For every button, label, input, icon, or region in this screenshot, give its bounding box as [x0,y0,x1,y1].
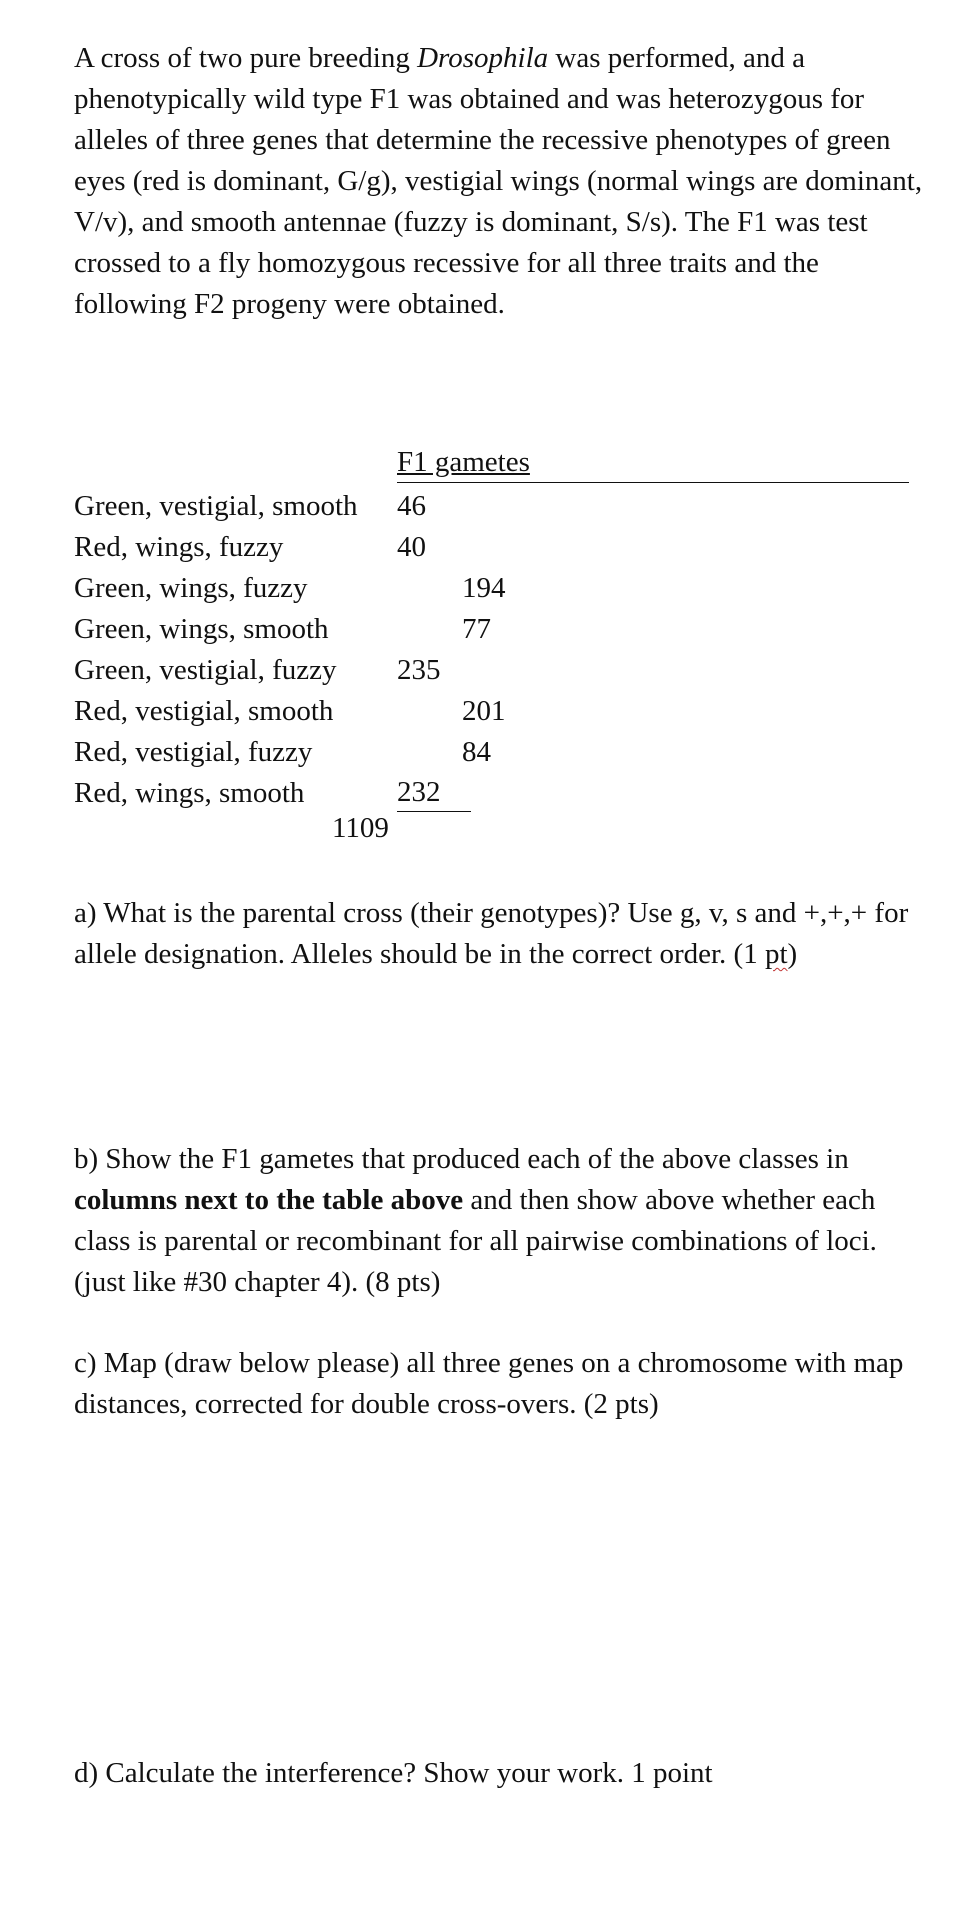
question-a [74,893,924,975]
row-count: 235 [397,654,441,686]
f1-gametes-header-label: F1 gametes [397,446,530,478]
question-b-text-1: b) Show the F1 gametes that produced each of the above classes in [74,1143,849,1175]
row-label: Red, wings, smooth [74,777,305,809]
question-b-bold: columns next to the table above [74,1184,464,1216]
row-count: 194 [462,572,506,604]
row-count: 201 [462,695,506,727]
row-label: Green, vestigial, smooth [74,490,358,522]
row-label: Red, vestigial, smooth [74,695,334,727]
row-label: Green, wings, smooth [74,613,329,645]
question-a-text: a) What is the parental cross (their genotypes)? Use g, v, s and +,+,+ for allele designation. Alleles should be in the correct order. (1 [74,897,909,970]
question-c: c) Map (draw below please) all three genes on a chromosome with map distances, corrected for double cross-overs. (2 pts) [74,1347,904,1420]
row-count: 77 [462,613,491,645]
f1-gametes-header [397,442,909,483]
row-label: Green, vestigial, fuzzy [74,654,337,686]
question-d: d) Calculate the interference? Show your work. 1 point [74,1757,713,1789]
row-count: 84 [462,736,491,768]
intro-text-2: was performed, and a phenotypically wild type F1 was obtained and was heterozygous for alleles of three genes that determine the recessive phenotypes of green eyes (red is dominant, G/g), vestigial wings (normal wings are dominant, V/v), and smooth antennae (fuzzy is dominant, S/s). The F1 was test crossed to a fly homozygous recessive for all three traits and the following F2 progeny were obtained. [74,42,923,320]
intro-paragraph [74,38,924,325]
question-b-text-2: and then show above whether each class is parental or recombinant for all pairwise combinations of loci. (just like #30 chapter 4). (8 pts) [74,1184,877,1298]
row-count: 232 [397,773,471,812]
intro-text-1: A cross of two pure breeding [74,42,418,74]
row-count: 40 [397,531,426,563]
row-label: Red, wings, fuzzy [74,531,284,563]
total-count: 1109 [332,812,389,844]
species-name: Drosophila [417,42,549,74]
row-label: Red, vestigial, fuzzy [74,736,313,768]
question-a-end: ) [787,938,798,970]
row-label: Green, wings, fuzzy [74,572,308,604]
question-b [74,1139,924,1303]
row-count: 46 [397,490,426,522]
question-a-pt: pt [764,938,788,970]
